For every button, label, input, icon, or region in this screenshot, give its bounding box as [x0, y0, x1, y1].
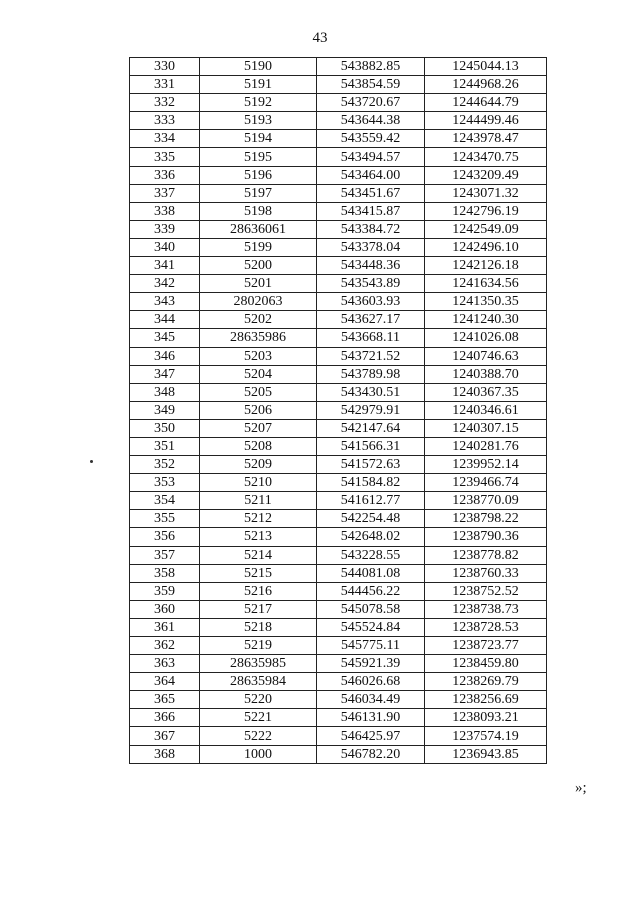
x-coordinate-cell: 542979.91 — [317, 401, 425, 419]
x-coordinate-cell: 543464.00 — [317, 166, 425, 184]
point-id-cell: 5221 — [200, 709, 317, 727]
point-id-cell: 5203 — [200, 347, 317, 365]
table-row — [130, 365, 547, 383]
x-coordinate-cell: 543228.55 — [317, 546, 425, 564]
point-id-cell: 28635984 — [200, 673, 317, 691]
point-id-cell: 28635985 — [200, 655, 317, 673]
x-coordinate-cell: 543448.36 — [317, 257, 425, 275]
x-coordinate-cell: 544456.22 — [317, 582, 425, 600]
row-number-cell: 364 — [130, 673, 200, 691]
row-number-cell: 346 — [130, 347, 200, 365]
table-row — [130, 148, 547, 166]
row-number-cell: 353 — [130, 474, 200, 492]
row-number-cell: 362 — [130, 637, 200, 655]
row-number-cell: 358 — [130, 564, 200, 582]
row-number-cell: 363 — [130, 655, 200, 673]
point-id-cell: 5192 — [200, 94, 317, 112]
row-number-cell: 336 — [130, 166, 200, 184]
coordinates-table-body — [130, 58, 547, 764]
y-coordinate-cell: 1243470.75 — [425, 148, 547, 166]
row-number-cell: 337 — [130, 184, 200, 202]
point-id-cell: 5191 — [200, 76, 317, 94]
y-coordinate-cell: 1238798.22 — [425, 510, 547, 528]
x-coordinate-cell: 543384.72 — [317, 220, 425, 238]
point-id-cell: 5211 — [200, 492, 317, 510]
point-id-cell: 5217 — [200, 600, 317, 618]
x-coordinate-cell: 543451.67 — [317, 184, 425, 202]
x-coordinate-cell: 545524.84 — [317, 618, 425, 636]
x-coordinate-cell: 541584.82 — [317, 474, 425, 492]
row-number-cell: 340 — [130, 238, 200, 256]
table-row — [130, 329, 547, 347]
x-coordinate-cell: 545078.58 — [317, 600, 425, 618]
point-id-cell: 5201 — [200, 275, 317, 293]
x-coordinate-cell: 543415.87 — [317, 202, 425, 220]
table-row — [130, 383, 547, 401]
point-id-cell: 5194 — [200, 130, 317, 148]
table-row — [130, 130, 547, 148]
table-row — [130, 419, 547, 437]
x-coordinate-cell: 546425.97 — [317, 727, 425, 745]
point-id-cell: 5214 — [200, 546, 317, 564]
y-coordinate-cell: 1240746.63 — [425, 347, 547, 365]
page-number: 43 — [312, 30, 328, 46]
y-coordinate-cell: 1239952.14 — [425, 456, 547, 474]
table-row — [130, 238, 547, 256]
y-coordinate-cell: 1243978.47 — [425, 130, 547, 148]
point-id-cell: 5207 — [200, 419, 317, 437]
point-id-cell: 5219 — [200, 637, 317, 655]
row-number-cell: 366 — [130, 709, 200, 727]
point-id-cell: 5199 — [200, 238, 317, 256]
point-id-cell: 5193 — [200, 112, 317, 130]
point-id-cell: 5198 — [200, 202, 317, 220]
point-id-cell: 5196 — [200, 166, 317, 184]
row-number-cell: 344 — [130, 311, 200, 329]
table-row — [130, 184, 547, 202]
x-coordinate-cell: 543627.17 — [317, 311, 425, 329]
y-coordinate-cell: 1240346.61 — [425, 401, 547, 419]
y-coordinate-cell: 1238752.52 — [425, 582, 547, 600]
point-id-cell: 5215 — [200, 564, 317, 582]
y-coordinate-cell: 1242496.10 — [425, 238, 547, 256]
row-number-cell: 349 — [130, 401, 200, 419]
row-number-cell: 359 — [130, 582, 200, 600]
y-coordinate-cell: 1243209.49 — [425, 166, 547, 184]
y-coordinate-cell: 1238728.53 — [425, 618, 547, 636]
point-id-cell: 5206 — [200, 401, 317, 419]
table-row — [130, 347, 547, 365]
table-row — [130, 564, 547, 582]
x-coordinate-cell: 545775.11 — [317, 637, 425, 655]
y-coordinate-cell: 1244499.46 — [425, 112, 547, 130]
y-coordinate-cell: 1240388.70 — [425, 365, 547, 383]
table-row — [130, 94, 547, 112]
y-coordinate-cell: 1237574.19 — [425, 727, 547, 745]
y-coordinate-cell: 1242549.09 — [425, 220, 547, 238]
table-row — [130, 293, 547, 311]
point-id-cell: 28635986 — [200, 329, 317, 347]
y-coordinate-cell: 1241240.30 — [425, 311, 547, 329]
y-coordinate-cell: 1240281.76 — [425, 437, 547, 455]
point-id-cell: 5222 — [200, 727, 317, 745]
point-id-cell: 5216 — [200, 582, 317, 600]
y-coordinate-cell: 1241350.35 — [425, 293, 547, 311]
table-row — [130, 582, 547, 600]
row-number-cell: 347 — [130, 365, 200, 383]
x-coordinate-cell: 544081.08 — [317, 564, 425, 582]
x-coordinate-cell: 545921.39 — [317, 655, 425, 673]
x-coordinate-cell: 546026.68 — [317, 673, 425, 691]
row-number-cell: 367 — [130, 727, 200, 745]
table-row — [130, 311, 547, 329]
x-coordinate-cell: 543603.93 — [317, 293, 425, 311]
y-coordinate-cell: 1242796.19 — [425, 202, 547, 220]
point-id-cell: 5213 — [200, 528, 317, 546]
table-row — [130, 600, 547, 618]
point-id-cell: 5195 — [200, 148, 317, 166]
point-id-cell: 1000 — [200, 745, 317, 763]
y-coordinate-cell: 1242126.18 — [425, 257, 547, 275]
point-id-cell: 5220 — [200, 691, 317, 709]
row-number-cell: 343 — [130, 293, 200, 311]
y-coordinate-cell: 1238093.21 — [425, 709, 547, 727]
row-number-cell: 339 — [130, 220, 200, 238]
point-id-cell: 5197 — [200, 184, 317, 202]
y-coordinate-cell: 1240307.15 — [425, 419, 547, 437]
x-coordinate-cell: 543854.59 — [317, 76, 425, 94]
x-coordinate-cell: 543882.85 — [317, 58, 425, 76]
x-coordinate-cell: 543378.04 — [317, 238, 425, 256]
point-id-cell: 5218 — [200, 618, 317, 636]
point-id-cell: 28636061 — [200, 220, 317, 238]
y-coordinate-cell: 1244644.79 — [425, 94, 547, 112]
table-row — [130, 257, 547, 275]
row-number-cell: 333 — [130, 112, 200, 130]
point-id-cell: 5208 — [200, 437, 317, 455]
row-number-cell: 332 — [130, 94, 200, 112]
y-coordinate-cell: 1244968.26 — [425, 76, 547, 94]
table-row — [130, 492, 547, 510]
table-row — [130, 166, 547, 184]
row-number-cell: 365 — [130, 691, 200, 709]
table-row — [130, 202, 547, 220]
x-coordinate-cell: 543789.98 — [317, 365, 425, 383]
point-id-cell: 2802063 — [200, 293, 317, 311]
y-coordinate-cell: 1238459.80 — [425, 655, 547, 673]
row-number-cell: 342 — [130, 275, 200, 293]
y-coordinate-cell: 1240367.35 — [425, 383, 547, 401]
table-row — [130, 437, 547, 455]
y-coordinate-cell: 1238723.77 — [425, 637, 547, 655]
table-row — [130, 112, 547, 130]
table-row — [130, 456, 547, 474]
row-number-cell: 361 — [130, 618, 200, 636]
row-number-cell: 348 — [130, 383, 200, 401]
point-id-cell: 5200 — [200, 257, 317, 275]
table-row — [130, 655, 547, 673]
table-row — [130, 745, 547, 763]
point-id-cell: 5212 — [200, 510, 317, 528]
row-number-cell: 368 — [130, 745, 200, 763]
row-number-cell: 350 — [130, 419, 200, 437]
table-row — [130, 528, 547, 546]
table-row — [130, 58, 547, 76]
x-coordinate-cell: 543644.38 — [317, 112, 425, 130]
x-coordinate-cell: 542648.02 — [317, 528, 425, 546]
row-number-cell: 334 — [130, 130, 200, 148]
y-coordinate-cell: 1238760.33 — [425, 564, 547, 582]
table-row — [130, 709, 547, 727]
point-id-cell: 5209 — [200, 456, 317, 474]
point-id-cell: 5210 — [200, 474, 317, 492]
table-row — [130, 673, 547, 691]
x-coordinate-cell: 541572.63 — [317, 456, 425, 474]
table-row — [130, 76, 547, 94]
table-row — [130, 275, 547, 293]
point-id-cell: 5205 — [200, 383, 317, 401]
row-number-cell: 341 — [130, 257, 200, 275]
table-row — [130, 401, 547, 419]
row-number-cell: 352 — [130, 456, 200, 474]
x-coordinate-cell: 541566.31 — [317, 437, 425, 455]
y-coordinate-cell: 1245044.13 — [425, 58, 547, 76]
scan-speck-dot — [90, 460, 93, 463]
x-coordinate-cell: 543430.51 — [317, 383, 425, 401]
coordinates-table — [129, 57, 547, 764]
x-coordinate-cell: 543559.42 — [317, 130, 425, 148]
row-number-cell: 357 — [130, 546, 200, 564]
x-coordinate-cell: 543721.52 — [317, 347, 425, 365]
y-coordinate-cell: 1238256.69 — [425, 691, 547, 709]
x-coordinate-cell: 543494.57 — [317, 148, 425, 166]
x-coordinate-cell: 542147.64 — [317, 419, 425, 437]
row-number-cell: 360 — [130, 600, 200, 618]
x-coordinate-cell: 546782.20 — [317, 745, 425, 763]
x-coordinate-cell: 543668.11 — [317, 329, 425, 347]
y-coordinate-cell: 1241026.08 — [425, 329, 547, 347]
row-number-cell: 351 — [130, 437, 200, 455]
table-row — [130, 637, 547, 655]
table-row — [130, 474, 547, 492]
row-number-cell: 335 — [130, 148, 200, 166]
point-id-cell: 5204 — [200, 365, 317, 383]
x-coordinate-cell: 546034.49 — [317, 691, 425, 709]
row-number-cell: 356 — [130, 528, 200, 546]
row-number-cell: 355 — [130, 510, 200, 528]
closing-quote-mark: »; — [575, 780, 587, 796]
x-coordinate-cell: 542254.48 — [317, 510, 425, 528]
y-coordinate-cell: 1238790.36 — [425, 528, 547, 546]
y-coordinate-cell: 1243071.32 — [425, 184, 547, 202]
y-coordinate-cell: 1238269.79 — [425, 673, 547, 691]
row-number-cell: 338 — [130, 202, 200, 220]
point-id-cell: 5190 — [200, 58, 317, 76]
table-row — [130, 510, 547, 528]
point-id-cell: 5202 — [200, 311, 317, 329]
x-coordinate-cell: 543720.67 — [317, 94, 425, 112]
y-coordinate-cell: 1241634.56 — [425, 275, 547, 293]
row-number-cell: 354 — [130, 492, 200, 510]
table-row — [130, 618, 547, 636]
table-row — [130, 727, 547, 745]
table-row — [130, 220, 547, 238]
row-number-cell: 331 — [130, 76, 200, 94]
y-coordinate-cell: 1236943.85 — [425, 745, 547, 763]
y-coordinate-cell: 1238770.09 — [425, 492, 547, 510]
x-coordinate-cell: 546131.90 — [317, 709, 425, 727]
table-row — [130, 546, 547, 564]
x-coordinate-cell: 543543.89 — [317, 275, 425, 293]
x-coordinate-cell: 541612.77 — [317, 492, 425, 510]
row-number-cell: 345 — [130, 329, 200, 347]
y-coordinate-cell: 1238778.82 — [425, 546, 547, 564]
y-coordinate-cell: 1239466.74 — [425, 474, 547, 492]
y-coordinate-cell: 1238738.73 — [425, 600, 547, 618]
row-number-cell: 330 — [130, 58, 200, 76]
table-row — [130, 691, 547, 709]
